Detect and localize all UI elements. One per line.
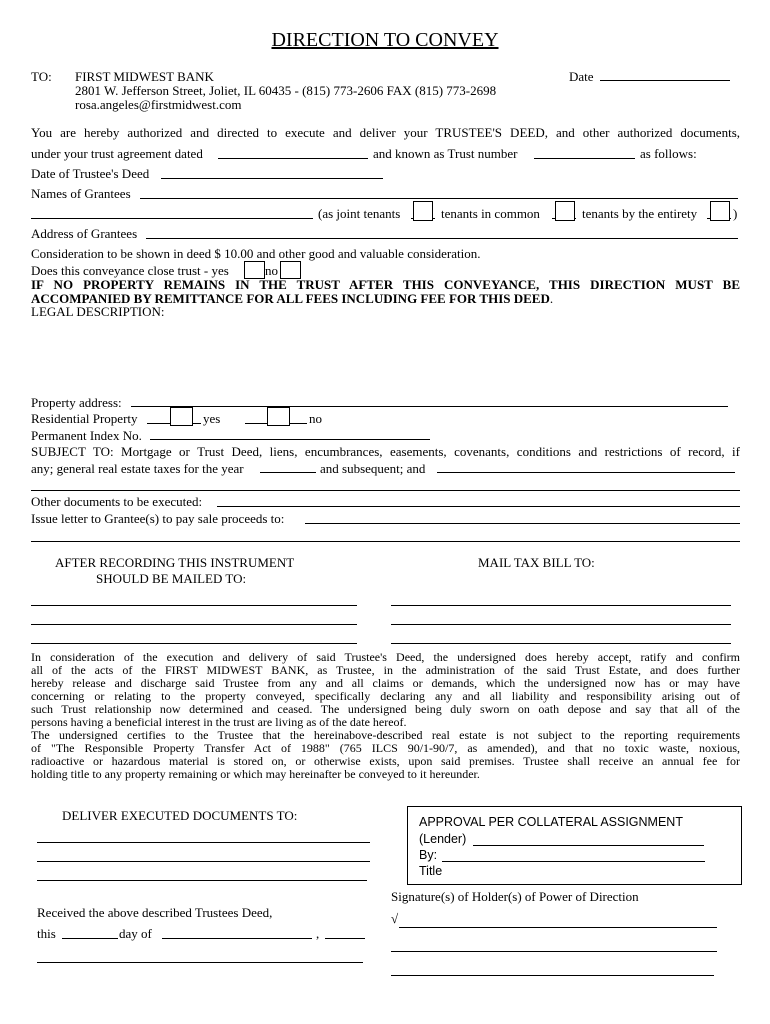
paragraph-line-4: concerning or relating to the property conveyed, specifically declaring any and all liability and responsibility arising out of <box>31 689 740 703</box>
other-documents-label: Other documents to be executed: <box>31 494 203 509</box>
pin-field[interactable] <box>150 439 430 440</box>
signature-label: Signature(s) of Holder(s) of Power of Direction <box>391 889 639 904</box>
paragraph-line-10: holding title to any property remaining or which may hereinafter be conveyed to it hereunder. <box>31 767 480 781</box>
tenants-in-common-label: tenants in common <box>441 206 540 221</box>
close-trust-no-label: no <box>265 263 278 278</box>
received-text: Received the above described Trustees Deed, <box>37 905 273 920</box>
tax-bill-line-1[interactable] <box>391 605 731 606</box>
property-address-label: Property address: <box>31 395 122 410</box>
trust-agreement-date-field[interactable] <box>218 158 368 159</box>
bank-address: 2801 W. Jefferson Street, Joliet, IL 60435 - (815) 773-2606 FAX (815) 773-2698 <box>75 83 497 98</box>
mail-to-line-1[interactable] <box>31 605 357 606</box>
property-address-field[interactable] <box>131 406 728 407</box>
tax-bill-line-2[interactable] <box>391 624 731 625</box>
mail-to-line-3[interactable] <box>31 643 357 644</box>
trust-number-label: and known as Trust number <box>373 146 518 161</box>
subject-to-subsequent-label: and subsequent; and <box>320 461 426 476</box>
comma: , <box>316 926 320 941</box>
residential-yes-checkbox[interactable] <box>170 407 193 426</box>
issue-letter-label: Issue letter to Grantee(s) to pay sale proceeds to: <box>31 511 285 526</box>
signature-line-1[interactable] <box>399 927 717 928</box>
consideration-text: Consideration to be shown in deed $ 10.00 and other good and valuable consideration. <box>31 246 481 261</box>
trust-agreement-label: under your trust agreement dated <box>31 146 203 161</box>
paragraph-line-6: persons having a beneficial interest in the trust are living as of the date hereof. <box>31 715 407 729</box>
deliver-label: DELIVER EXECUTED DOCUMENTS TO: <box>62 808 298 823</box>
legal-description-label: LEGAL DESCRIPTION: <box>31 304 165 319</box>
trust-number-field[interactable] <box>534 158 635 159</box>
residential-yes-label: yes <box>203 411 221 426</box>
warning-period: . <box>549 291 554 306</box>
residential-no-label: no <box>309 411 322 426</box>
bank-email[interactable]: rosa.angeles@firstmidwest.com <box>75 97 242 112</box>
subject-to-field[interactable] <box>437 472 735 473</box>
page-title: DIRECTION TO CONVEY <box>271 29 499 51</box>
paragraph-line-5: such Trust relationship now determined and ceased. The undersigned being duly sworn on oath depose and say that all of the <box>31 702 740 716</box>
date-of-deed-field[interactable] <box>161 178 383 179</box>
tenants-by-entirety-label: tenants by the entirety <box>582 206 698 221</box>
deliver-line-3[interactable] <box>37 880 367 881</box>
close-paren: ) <box>733 206 738 221</box>
this-label: this <box>37 926 56 941</box>
joint-tenants-checkbox[interactable] <box>413 201 433 221</box>
subject-to-line-1: SUBJECT TO: Mortgage or Trust Deed, liens, encumbrances, easements, covenants, conditions and restrictions of record, if <box>31 444 740 459</box>
by-field[interactable] <box>442 861 705 862</box>
tenants-by-entirety-checkbox[interactable] <box>710 201 730 221</box>
other-documents-field[interactable] <box>217 506 740 507</box>
date-field[interactable] <box>600 80 730 81</box>
intro-line-1: You are hereby authorized and directed to execute and deliver your TRUSTEE'S DEED, and other authorized documents, <box>31 125 740 140</box>
bank-name: FIRST MIDWEST BANK <box>75 69 214 84</box>
lender-label: (Lender) <box>419 832 467 846</box>
paragraph-line-1: In consideration of the execution and delivery of said Trustee's Deed, the undersigned does hereby accept, ratify and confirm <box>31 650 740 664</box>
names-of-grantees-field[interactable] <box>140 198 738 199</box>
subject-to-continued-field[interactable] <box>31 490 740 491</box>
after-recording-line-2: SHOULD BE MAILED TO: <box>96 571 247 586</box>
grantees-continued-field[interactable] <box>31 218 313 219</box>
lender-field[interactable] <box>473 845 704 846</box>
day-of-label: day of <box>119 926 152 941</box>
month-field[interactable] <box>162 938 312 939</box>
address-of-grantees-field[interactable] <box>146 238 738 239</box>
close-trust-label: Does this conveyance close trust - yes <box>31 263 229 278</box>
signature-line-2[interactable] <box>391 951 717 952</box>
residential-no-checkbox[interactable] <box>267 407 290 426</box>
as-follows-label: as follows: <box>640 146 697 161</box>
by-label: By: <box>419 848 438 862</box>
pin-label: Permanent Index No. <box>31 428 142 443</box>
approval-title: APPROVAL PER COLLATERAL ASSIGNMENT <box>419 815 683 829</box>
issue-letter-field[interactable] <box>305 523 740 524</box>
day-field[interactable] <box>62 938 118 939</box>
signature-line-3[interactable] <box>391 975 714 976</box>
paragraph-line-8: of "The Responsible Property Transfer Act of 1988" (765 ILCS 90/1-90/7, as amended), and that no toxic waste, noxious, <box>31 741 740 755</box>
mail-to-line-2[interactable] <box>31 624 357 625</box>
tax-year-field[interactable] <box>260 472 316 473</box>
issue-letter-continued-field[interactable] <box>31 541 740 542</box>
year-field[interactable] <box>325 938 365 939</box>
names-of-grantees-label: Names of Grantees <box>31 186 131 201</box>
deliver-line-2[interactable] <box>37 861 370 862</box>
warning-line-1: IF NO PROPERTY REMAINS IN THE TRUST AFTER THIS CONVEYANCE, THIS DIRECTION MUST BE <box>31 277 740 292</box>
paragraph-line-9: radioactive or hazardous material is stored on, or otherwise exists, upon said premises. Trustee shall receive an annual fee for <box>31 754 740 768</box>
mail-tax-bill-label: MAIL TAX BILL TO: <box>478 555 595 570</box>
residential-property-label: Residential Property <box>31 411 138 426</box>
subject-to-taxes-label: any; general real estate taxes for the year <box>31 461 244 476</box>
to-label: TO: <box>31 69 52 84</box>
title-field-label: Title <box>419 864 443 878</box>
paragraph-line-3: hereby release and discharge said Trustee from any and all claims or demands, which the undersigned now has or may have <box>31 676 740 690</box>
warning-line-2-text: ACCOMPANIED BY REMITTANCE FOR ALL FEES INCLUDING FEE FOR THIS DEED <box>31 291 550 306</box>
date-label: Date <box>569 69 594 84</box>
paragraph-line-7: The undersigned certifies to the Trustee that the hereinabove-described real estate is not subject to the reporting requirements <box>31 728 740 742</box>
received-signature-line[interactable] <box>37 962 363 963</box>
after-recording-line-1: AFTER RECORDING THIS INSTRUMENT <box>55 555 295 570</box>
address-of-grantees-label: Address of Grantees <box>31 226 138 241</box>
deliver-line-1[interactable] <box>37 842 370 843</box>
tax-bill-line-3[interactable] <box>391 643 731 644</box>
signature-check-icon: √ <box>391 911 399 926</box>
joint-tenants-label: (as joint tenants <box>318 206 401 221</box>
tenants-in-common-checkbox[interactable] <box>555 201 575 221</box>
date-of-deed-label: Date of Trustee's Deed <box>31 166 150 181</box>
paragraph-line-2: all of the acts of the FIRST MIDWEST BANK, as Trustee, in the administration of the said Trust Estate, and does further <box>31 663 740 677</box>
